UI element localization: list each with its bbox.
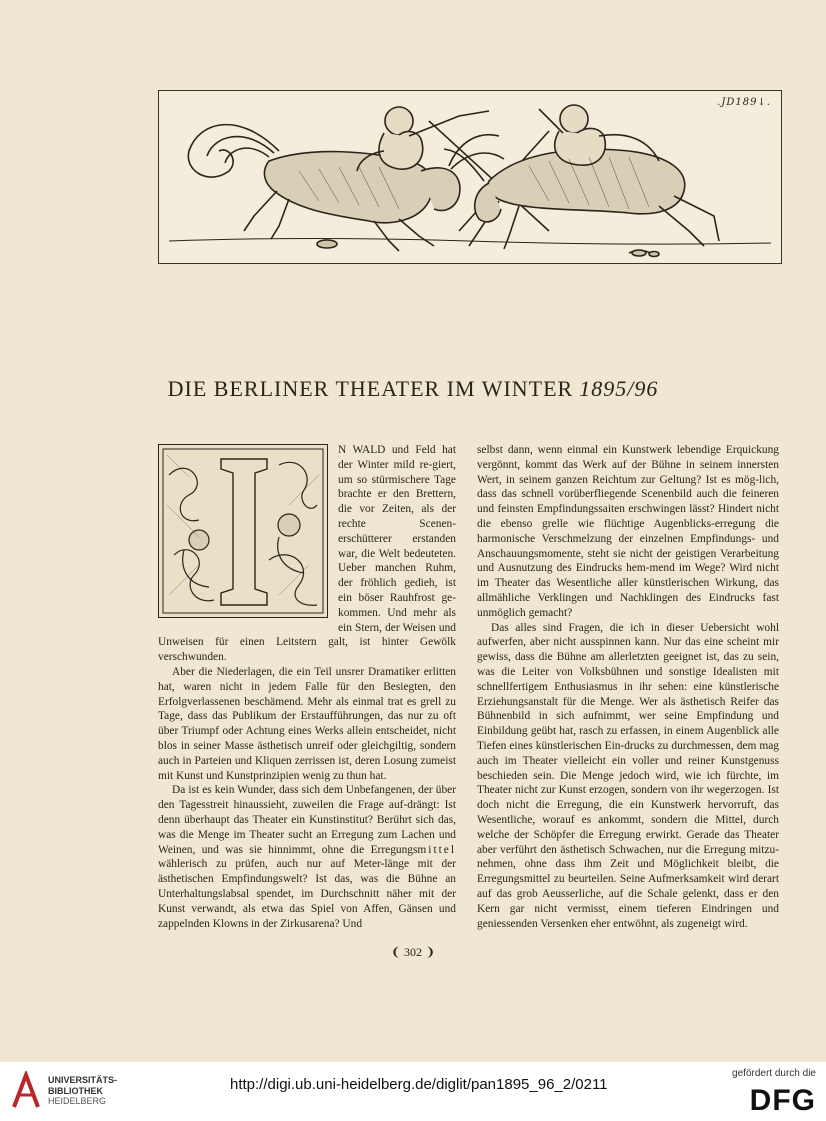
library-name[interactable] [48,1075,117,1107]
title-main: DIE BERLINER THEATER IM WINTER [167,376,574,401]
funded-by-label: gefördert durch die [732,1068,816,1079]
page-number: ❨ 302 ❩ [390,945,436,959]
footer-bar [0,1062,826,1121]
artist-signature: .JD189↓. [717,97,771,108]
paragraph-1: N WALD und Feld hat der Winter mild re-giert, um so stürmischere Tage brachte er den Brettern, die vor Zeiten, als der rechte Scenen-erschütterer erstanden war, die Welt bedeuteten. Ueber manchen Ruhm, der fröhlich gedieh, ist ein böser Rauhfrost ge-kommen. Und mehr als ein Stern, der Weisen und Unweisen für einen Leitstern galt, ist hinter Gewölk verschwunden. [158,444,456,664]
spaced-word: mittel [417,843,456,856]
paragraph-3-part-a: Da ist es kein Wunder, dass sich dem Unbefangenen, der über den Tagesstreit hinaussieht, zuweilen die Frage auf-drängt: Ist denn überhaupt das Theater ein Kunstinstitut? Berührt sich das, was die Menge im Theater sucht an Erregung zum Lachen und Weinen, und was sie hinnimmt, ohne die Erregungs [158,784,456,856]
left-column [158,443,456,931]
library-name-line-3: HEIDELBERG [48,1096,107,1106]
paragraph-3-part-b: wählerisch zu prüfen, auch nur auf Meter-länge mit der ästhetischen Empfindungswelt? Ist das, was die Bühne an Unterhaltungslabsal spendet, im Durchschnitt näher mit der Kunst verwandt, als etwa das Spiel von Affen, Gänsen und zappelnden Klowns in der Zirkusarena? Und [158,858,456,930]
woodcut-putti-on-goats-image [159,91,781,263]
library-name-line-1: UNIVERSITÄTS- [48,1075,118,1085]
paragraph-3 [158,783,456,931]
library-logo-icon[interactable] [10,1071,42,1111]
paragraph-5: Das alles sind Fragen, die ich in dieser Uebersicht wohl aufwerfen, aber nicht ausspinnen kann. Nur das eine scheint mir gewiss, dass die Bühne am allerletzten geeignet ist, das zu sein, was die Leiter von Volksbühnen und sonstige Idealisten mit schnellfertigem Enthusiasmus in ihr sehen: eine künstlerische Erziehungsanstalt für die Menge. Wer als ästhetisch Reifer das Bühnenbild in sich aufnimmt, wer seine Empfindung und Einbildung geübt hat, rasch zu erfassen, in einem Augenblick alle Tiefen eines künstlerischen Ein-drucks zu durchmessen, dem mag auch im Theater vielleicht ein voller und reiner Kunstgenuss beschieden sein. Die Menge jedoch wird, wie ich fürchte, im Theater nicht zur Kunst erzogen, sondern von ihr wegerzogen. Ist doch nicht die Erregung, die ein Kunstwerk hervorruft, das Wesentliche, worauf es ankommt, sondern die Mittel, durch welche der Schöpfer die Erregung erwirkt. Gerade das Theater aber verführt den ästhetisch Schwachen, nur die Erregung mitzu-nehmen, ohne dass ihm Zeit und Möglichkeit bleibt, die Erregungsmittel zu beurteilen. Seine Aufmerksamkeit wird derart auf das grob Aeusserliche, auf die Schale gelenkt, dass er den Kern gar nicht vermisst, einem tieferen Eindringen und geniessenden Versenken eher entwöhnt, als zugeneigt wird. [477,621,779,930]
paragraph-2: Aber die Niederlagen, die ein Teil unsrer Dramatiker erlitten hat, waren nicht in jedem Falle für den Besiegten, den Erfolgverlassenen beschämend. Mehr als einmal trat es grell zu Tage, dass das Publikum der Erstaufführungen, das nur zu oft über Triumpf oder Achtung eines Werks allein entscheidet, nicht blos in seiner Masse ästhetisch unreif oder gleichgiltig, sondern auch in Parteien und Kliquen zerrissen ist, deren Losung zumeist mit Kunst und Kunstprinzipien wenig zu thun hat. [158,665,456,782]
dfg-logo[interactable]: DFG [749,1084,816,1117]
ornate-initial-letter-image [159,445,327,617]
header-illustration [158,90,782,264]
document-url[interactable]: http://digi.ub.uni-heidelberg.de/diglit/pan1895_96_2/0211 [230,1076,608,1093]
paragraph-4: selbst dann, wenn einmal ein Kunstwerk lebendige Erquickung vergönnt, kommt das Werk auf der Bühne in seinem innersten Wert, in seinem ganzen Reichtum zur Geltung? Ist es mög-lich, dass das schnell vorüberfliegende Scenenbild auch die feineren und feinsten Empfindungssaiten erschwingen lässt? Hindert nicht die ebenso grelle wie flüchtige Augenblicks-erregung die harmonische Verschmelzung der einzelnen Empfindungs- und Anschauungsmomente, steht sie nicht der geistigen Verarbeitung und Ausnutzung des Eindrucks hem-mend im Wege? Wird nicht im Theater das Wesentliche aller künstlerischen Wirkung, das allmähliche Verklingen und Nachklingen des Eindrucks fast unmöglich gemacht? [477,444,779,619]
decorative-initial-i [158,444,328,618]
article-title [0,376,826,402]
right-column [477,443,779,931]
title-year: 1895/96 [579,376,659,401]
library-name-line-2: BIBLIOTHEK [48,1085,103,1096]
